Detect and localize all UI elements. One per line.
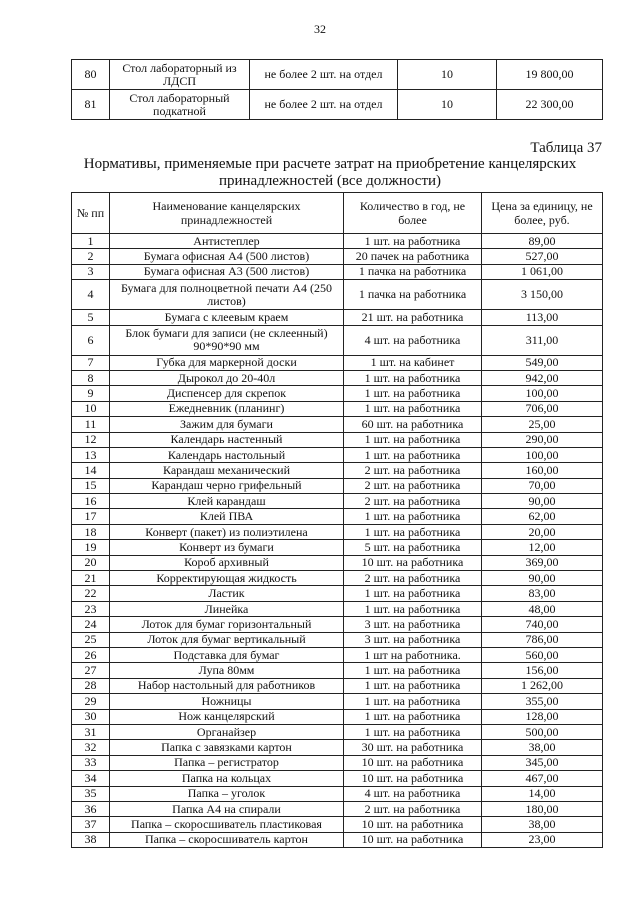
header-qty: Количество в год, не более: [344, 193, 482, 234]
cell-name: Конверт (пакет) из полиэтилена: [110, 524, 344, 539]
cell-num: 20: [72, 555, 110, 570]
cell-num: 3: [72, 264, 110, 279]
cell-price: 311,00: [482, 325, 603, 355]
table-row: [72, 478, 603, 493]
cell-name: Папка с завязками картон: [110, 740, 344, 755]
stationery-norms-table: [71, 192, 603, 848]
cell-num: 15: [72, 478, 110, 493]
cell-name: Ножницы: [110, 694, 344, 709]
cell-price: 942,00: [482, 370, 603, 385]
cell-price: 1 061,00: [482, 264, 603, 279]
cell-name: Стол лабораторный из ЛДСП: [110, 60, 250, 90]
table-row: [72, 601, 603, 616]
table-row: [72, 740, 603, 755]
cell-name: Блок бумаги для записи (не склеенный) 90*90*90 мм: [110, 325, 344, 355]
cell-name: Зажим для бумаги: [110, 417, 344, 432]
cell-price: 1 262,00: [482, 678, 603, 693]
cell-num: 31: [72, 724, 110, 739]
cell-qty: 1 шт. на работника: [344, 601, 482, 616]
cell-name: Нож канцелярский: [110, 709, 344, 724]
cell-name: Лоток для бумаг горизонтальный: [110, 617, 344, 632]
table-row: [72, 555, 603, 570]
cell-name: Дырокол до 20-40л: [110, 370, 344, 385]
cell-price: 740,00: [482, 617, 603, 632]
cell-num: 30: [72, 709, 110, 724]
cell-num: 19: [72, 540, 110, 555]
cell-num: 26: [72, 647, 110, 662]
cell-num: 28: [72, 678, 110, 693]
cell-qty: 10 шт. на работника: [344, 817, 482, 832]
cell-num: 11: [72, 417, 110, 432]
table-row: [72, 571, 603, 586]
cell-price: 83,00: [482, 586, 603, 601]
table-row: [72, 786, 603, 801]
cell-num: 37: [72, 817, 110, 832]
table-row: [72, 370, 603, 385]
cell-qty: 3 шт. на работника: [344, 632, 482, 647]
cell-num: 33: [72, 755, 110, 770]
cell-price: 560,00: [482, 647, 603, 662]
cell-num: 21: [72, 571, 110, 586]
cell-qty: 1 шт. на работника: [344, 401, 482, 416]
cell-qty: 30 шт. на работника: [344, 740, 482, 755]
cell-qty: 1 шт. на работника: [344, 586, 482, 601]
table-row: [72, 694, 603, 709]
cell-qty: 1 пачка на работника: [344, 264, 482, 279]
cell-num: 36: [72, 801, 110, 816]
cell-name: Карандаш черно грифельный: [110, 478, 344, 493]
table-row: [72, 494, 603, 509]
cell-qty: 3 шт. на работника: [344, 617, 482, 632]
cell-price: 355,00: [482, 694, 603, 709]
cell-price: 549,00: [482, 355, 603, 370]
cell-num: 16: [72, 494, 110, 509]
cell-qty: 1 шт. на работника: [344, 678, 482, 693]
table-row: [72, 249, 603, 264]
cell-num: 24: [72, 617, 110, 632]
cell-name: Папка – регистратор: [110, 755, 344, 770]
cell-qty: 1 шт. на работника: [344, 370, 482, 385]
cell-price: 22 300,00: [497, 90, 603, 120]
cell-num: 2: [72, 249, 110, 264]
cell-qty: 1 шт. на работника: [344, 432, 482, 447]
header-num: № пп: [72, 193, 110, 234]
cell-num: 6: [72, 325, 110, 355]
cell-price: 14,00: [482, 786, 603, 801]
table-row: [72, 524, 603, 539]
table-row: [72, 771, 603, 786]
cell-num: 13: [72, 447, 110, 462]
cell-num: 7: [72, 355, 110, 370]
cell-name: Стол лабораторный подкатной: [110, 90, 250, 120]
cell-name: Папка на кольцах: [110, 771, 344, 786]
cell-qty: 10 шт. на работника: [344, 755, 482, 770]
page-number: 32: [314, 22, 326, 36]
cell-num: 10: [72, 401, 110, 416]
cell-qty: 1 шт. на работника: [344, 386, 482, 401]
cell-price: 706,00: [482, 401, 603, 416]
cell-name: Клей ПВА: [110, 509, 344, 524]
cell-num: 25: [72, 632, 110, 647]
cell-name: Папка – уголок: [110, 786, 344, 801]
cell-num: 5: [72, 310, 110, 325]
cell-price: 90,00: [482, 494, 603, 509]
table-row: [72, 632, 603, 647]
cell-num: 29: [72, 694, 110, 709]
cell-num: 1: [72, 234, 110, 249]
cell-price: 48,00: [482, 601, 603, 616]
cell-name: Папка А4 на спирали: [110, 801, 344, 816]
cell-name: Набор настольный для работников: [110, 678, 344, 693]
cell-qty: 20 пачек на работника: [344, 249, 482, 264]
table-row: [72, 234, 603, 249]
cell-name: Папка – скоросшиватель картон: [110, 832, 344, 847]
cell-price: 160,00: [482, 463, 603, 478]
cell-name: Линейка: [110, 601, 344, 616]
cell-qty: 1 шт. на работника: [344, 694, 482, 709]
cell-qty: не более 2 шт. на отдел: [250, 60, 398, 90]
cell-price: 786,00: [482, 632, 603, 647]
cell-name: Лоток для бумаг вертикальный: [110, 632, 344, 647]
table-row: [72, 509, 603, 524]
cell-price: 100,00: [482, 386, 603, 401]
table-row: [72, 755, 603, 770]
cell-price: 500,00: [482, 724, 603, 739]
cell-num: 8: [72, 370, 110, 385]
cell-price: 3 150,00: [482, 280, 603, 310]
table-row: [72, 709, 603, 724]
cell-num: 34: [72, 771, 110, 786]
table-row: [72, 463, 603, 478]
cell-price: 345,00: [482, 755, 603, 770]
table-title: Нормативы, применяемые при расчете затрат на приобретение канцелярских принадлежностей (все должности): [83, 156, 577, 189]
cell-price: 70,00: [482, 478, 603, 493]
cell-qty: 1 шт. на работника: [344, 524, 482, 539]
cell-count: 10: [398, 60, 497, 90]
table-row: [72, 724, 603, 739]
cell-qty: не более 2 шт. на отдел: [250, 90, 398, 120]
cell-price: 156,00: [482, 663, 603, 678]
table-row: [72, 817, 603, 832]
table-row: [72, 617, 603, 632]
cell-num: 35: [72, 786, 110, 801]
cell-qty: 4 шт. на работника: [344, 325, 482, 355]
cell-price: 290,00: [482, 432, 603, 447]
cell-name: Губка для маркерной доски: [110, 355, 344, 370]
cell-name: Лупа 80мм: [110, 663, 344, 678]
cell-qty: 10 шт. на работника: [344, 832, 482, 847]
cell-qty: 1 шт. на работника: [344, 663, 482, 678]
table-row: [72, 401, 603, 416]
table-row: [72, 310, 603, 325]
cell-price: 113,00: [482, 310, 603, 325]
cell-num: 22: [72, 586, 110, 601]
table-row: [72, 801, 603, 816]
cell-num: 12: [72, 432, 110, 447]
cell-price: 25,00: [482, 417, 603, 432]
cell-qty: 2 шт. на работника: [344, 571, 482, 586]
cell-qty: 1 шт. на работника: [344, 724, 482, 739]
cell-price: 89,00: [482, 234, 603, 249]
cell-name: Диспенсер для скрепок: [110, 386, 344, 401]
cell-qty: 1 шт. на кабинет: [344, 355, 482, 370]
table-row: [72, 586, 603, 601]
cell-num: 18: [72, 524, 110, 539]
cell-name: Антистеплер: [110, 234, 344, 249]
table-row: [72, 417, 603, 432]
cell-name: Бумага для полноцветной печати А4 (250 листов): [110, 280, 344, 310]
cell-qty: 4 шт. на работника: [344, 786, 482, 801]
cell-name: Клей карандаш: [110, 494, 344, 509]
cell-num: 27: [72, 663, 110, 678]
cell-price: 62,00: [482, 509, 603, 524]
table-row: [72, 90, 603, 120]
header-name: Наименование канцелярских принадлежностей: [110, 193, 344, 234]
cell-qty: 2 шт. на работника: [344, 478, 482, 493]
table-row: [72, 432, 603, 447]
cell-num: 9: [72, 386, 110, 401]
cell-name: Органайзер: [110, 724, 344, 739]
cell-qty: 2 шт. на работника: [344, 463, 482, 478]
table-row: [72, 678, 603, 693]
table-row: [72, 355, 603, 370]
table-row: [72, 325, 603, 355]
cell-name: Календарь настенный: [110, 432, 344, 447]
cell-price: 38,00: [482, 740, 603, 755]
cell-price: 467,00: [482, 771, 603, 786]
cell-qty: 1 шт. на работника: [344, 234, 482, 249]
table-row: [72, 832, 603, 847]
table-header-row: [72, 193, 603, 234]
cell-price: 180,00: [482, 801, 603, 816]
cell-num: 38: [72, 832, 110, 847]
cell-qty: 2 шт. на работника: [344, 801, 482, 816]
cell-name: Ежедневник (планинг): [110, 401, 344, 416]
cell-qty: 60 шт. на работника: [344, 417, 482, 432]
table-row: [72, 540, 603, 555]
cell-name: Короб архивный: [110, 555, 344, 570]
cell-name: Подставка для бумаг: [110, 647, 344, 662]
cell-price: 90,00: [482, 571, 603, 586]
cell-name: Календарь настольный: [110, 447, 344, 462]
table-row: [72, 60, 603, 90]
table-row: [72, 647, 603, 662]
table-row: [72, 264, 603, 279]
cell-price: 12,00: [482, 540, 603, 555]
cell-price: 527,00: [482, 249, 603, 264]
cell-price: 23,00: [482, 832, 603, 847]
cell-num: 23: [72, 601, 110, 616]
cell-price: 19 800,00: [497, 60, 603, 90]
cell-qty: 10 шт. на работника: [344, 555, 482, 570]
cell-qty: 1 шт. на работника: [344, 447, 482, 462]
cell-name: Папка – скоросшиватель пластиковая: [110, 817, 344, 832]
cell-qty: 1 шт. на работника: [344, 509, 482, 524]
cell-num: 81: [72, 90, 110, 120]
continued-table: [71, 59, 603, 120]
cell-qty: 10 шт. на работника: [344, 771, 482, 786]
table-caption: Таблица 37: [530, 140, 602, 156]
table-row: [72, 447, 603, 462]
cell-name: Бумага офисная А4 (500 листов): [110, 249, 344, 264]
cell-name: Бумага офисная А3 (500 листов): [110, 264, 344, 279]
cell-num: 4: [72, 280, 110, 310]
cell-num: 14: [72, 463, 110, 478]
cell-count: 10: [398, 90, 497, 120]
cell-name: Корректирующая жидкость: [110, 571, 344, 586]
cell-qty: 5 шт. на работника: [344, 540, 482, 555]
cell-num: 80: [72, 60, 110, 90]
cell-price: 128,00: [482, 709, 603, 724]
cell-num: 17: [72, 509, 110, 524]
cell-name: Конверт из бумаги: [110, 540, 344, 555]
table-row: [72, 386, 603, 401]
cell-name: Карандаш механический: [110, 463, 344, 478]
cell-price: 38,00: [482, 817, 603, 832]
cell-num: 32: [72, 740, 110, 755]
table-row: [72, 280, 603, 310]
cell-name: Бумага с клеевым краем: [110, 310, 344, 325]
cell-qty: 1 пачка на работника: [344, 280, 482, 310]
cell-price: 100,00: [482, 447, 603, 462]
table-row: [72, 663, 603, 678]
cell-qty: 1 шт на работника.: [344, 647, 482, 662]
cell-name: Ластик: [110, 586, 344, 601]
cell-qty: 2 шт. на работника: [344, 494, 482, 509]
header-price: Цена за единицу, не более, руб.: [482, 193, 603, 234]
cell-price: 20,00: [482, 524, 603, 539]
cell-price: 369,00: [482, 555, 603, 570]
cell-qty: 21 шт. на работника: [344, 310, 482, 325]
cell-qty: 1 шт. на работника: [344, 709, 482, 724]
